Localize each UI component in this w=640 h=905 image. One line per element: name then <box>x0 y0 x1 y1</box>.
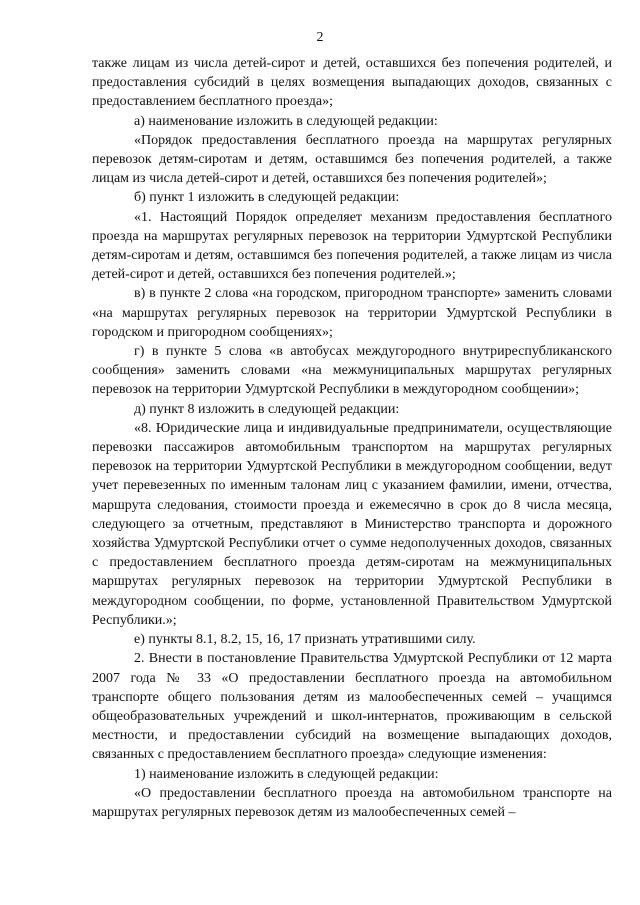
page-number: 2 <box>316 30 324 45</box>
document-body <box>92 54 612 822</box>
paragraph: «О предоставлении бесплатного проезда на автомобильном транспорте на маршрутах регулярных перевозок детям из малообеспеченных семей – <box>92 785 612 820</box>
paragraph: г) в пункте 5 слова «в автобусах междугородного внутриреспубликанского сообщения» заменить словами «на межмуниципальных маршрутах регулярных перевозок на территории Удмуртской Республики в междугородном сообщении»; <box>92 344 612 398</box>
paragraph: 1) наименование изложить в следующей редакции: <box>134 766 439 782</box>
paragraph: «Порядок предоставления бесплатного проезда на маршрутах регулярных перевозок детям-сиротам и детям, оставшимся без попечения родителей, а также лицам из числа детей-сирот и детей, оставшихся без попечения родителей»; <box>92 132 612 187</box>
paragraph: «1. Настоящий Порядок определяет механизм предоставления бесплатного проезда на маршрутах регулярных перевозок на территории Удмуртской Республики детям-сиротам и детям, оставшимся без попечения родителей, а также лицам из числа детей-сирот и детей, оставшихся без попечения родителей.»; <box>92 209 612 283</box>
paragraph: а) наименование изложить в следующей редакции: <box>134 113 438 129</box>
paragraph: «8. Юридические лица и индивидуальные предприниматели, осуществляющие перевозки пассажиров автомобильным транспортом на маршрутах регулярных перевозок на территории Удмуртской Республики в междугородном сообщении, ведут учет перевезенных по именным талонам лиц с указанием фамилии, имени, отчества, маршрута следования, стоимости проезда и ежемесячно в срок до 8 числа месяца, следующего за отчетным, представляют в Министерство транспорта и дорожного хозяйства Удмуртской Республики отчет о сумме недополученных доходов, связанных с предоставлением бесплатного проезда детям-сиротам на межмуниципальных маршрутах регулярных перевозок на территории Удмуртской Республики в междугородном сообщении, по форме, установленной Правительством Удмуртской Республики.»; <box>92 420 612 628</box>
paragraph: также лицам из числа детей-сирот и детей, оставшихся без попечения родителей, и предоставления субсидий в целях возмещения выпадающих доходов, связанных с предоставлением бесплатного проезда»; <box>92 56 612 110</box>
paragraph: е) пункты 8.1, 8.2, 15, 16, 17 признать утратившими силу. <box>134 632 476 648</box>
paragraph: 2. Внести в постановление Правительства Удмуртской Республики от 12 марта 2007 года № 33 «О предоставлении бесплатного проезда на автомобильном транспорте общего пользования детям из малообеспеченных семей – учащимся общеобразовательных учреждений и школ-интернатов, проживающим в сельской местности, и предоставлении субсидий на возмещение выпадающих доходов, связанных с предоставлением бесплатного проезда» следующие изменения: <box>92 651 612 763</box>
paragraph: в) в пункте 2 слова «на городском, пригородном транспорте» заменить словами «на маршрутах регулярных перевозок на территории Удмуртской Республики в городском и пригородном сообщениях»; <box>92 286 612 340</box>
paragraph: д) пункт 8 изложить в следующей редакции: <box>134 401 400 417</box>
paragraph: б) пункт 1 изложить в следующей редакции: <box>134 190 400 206</box>
